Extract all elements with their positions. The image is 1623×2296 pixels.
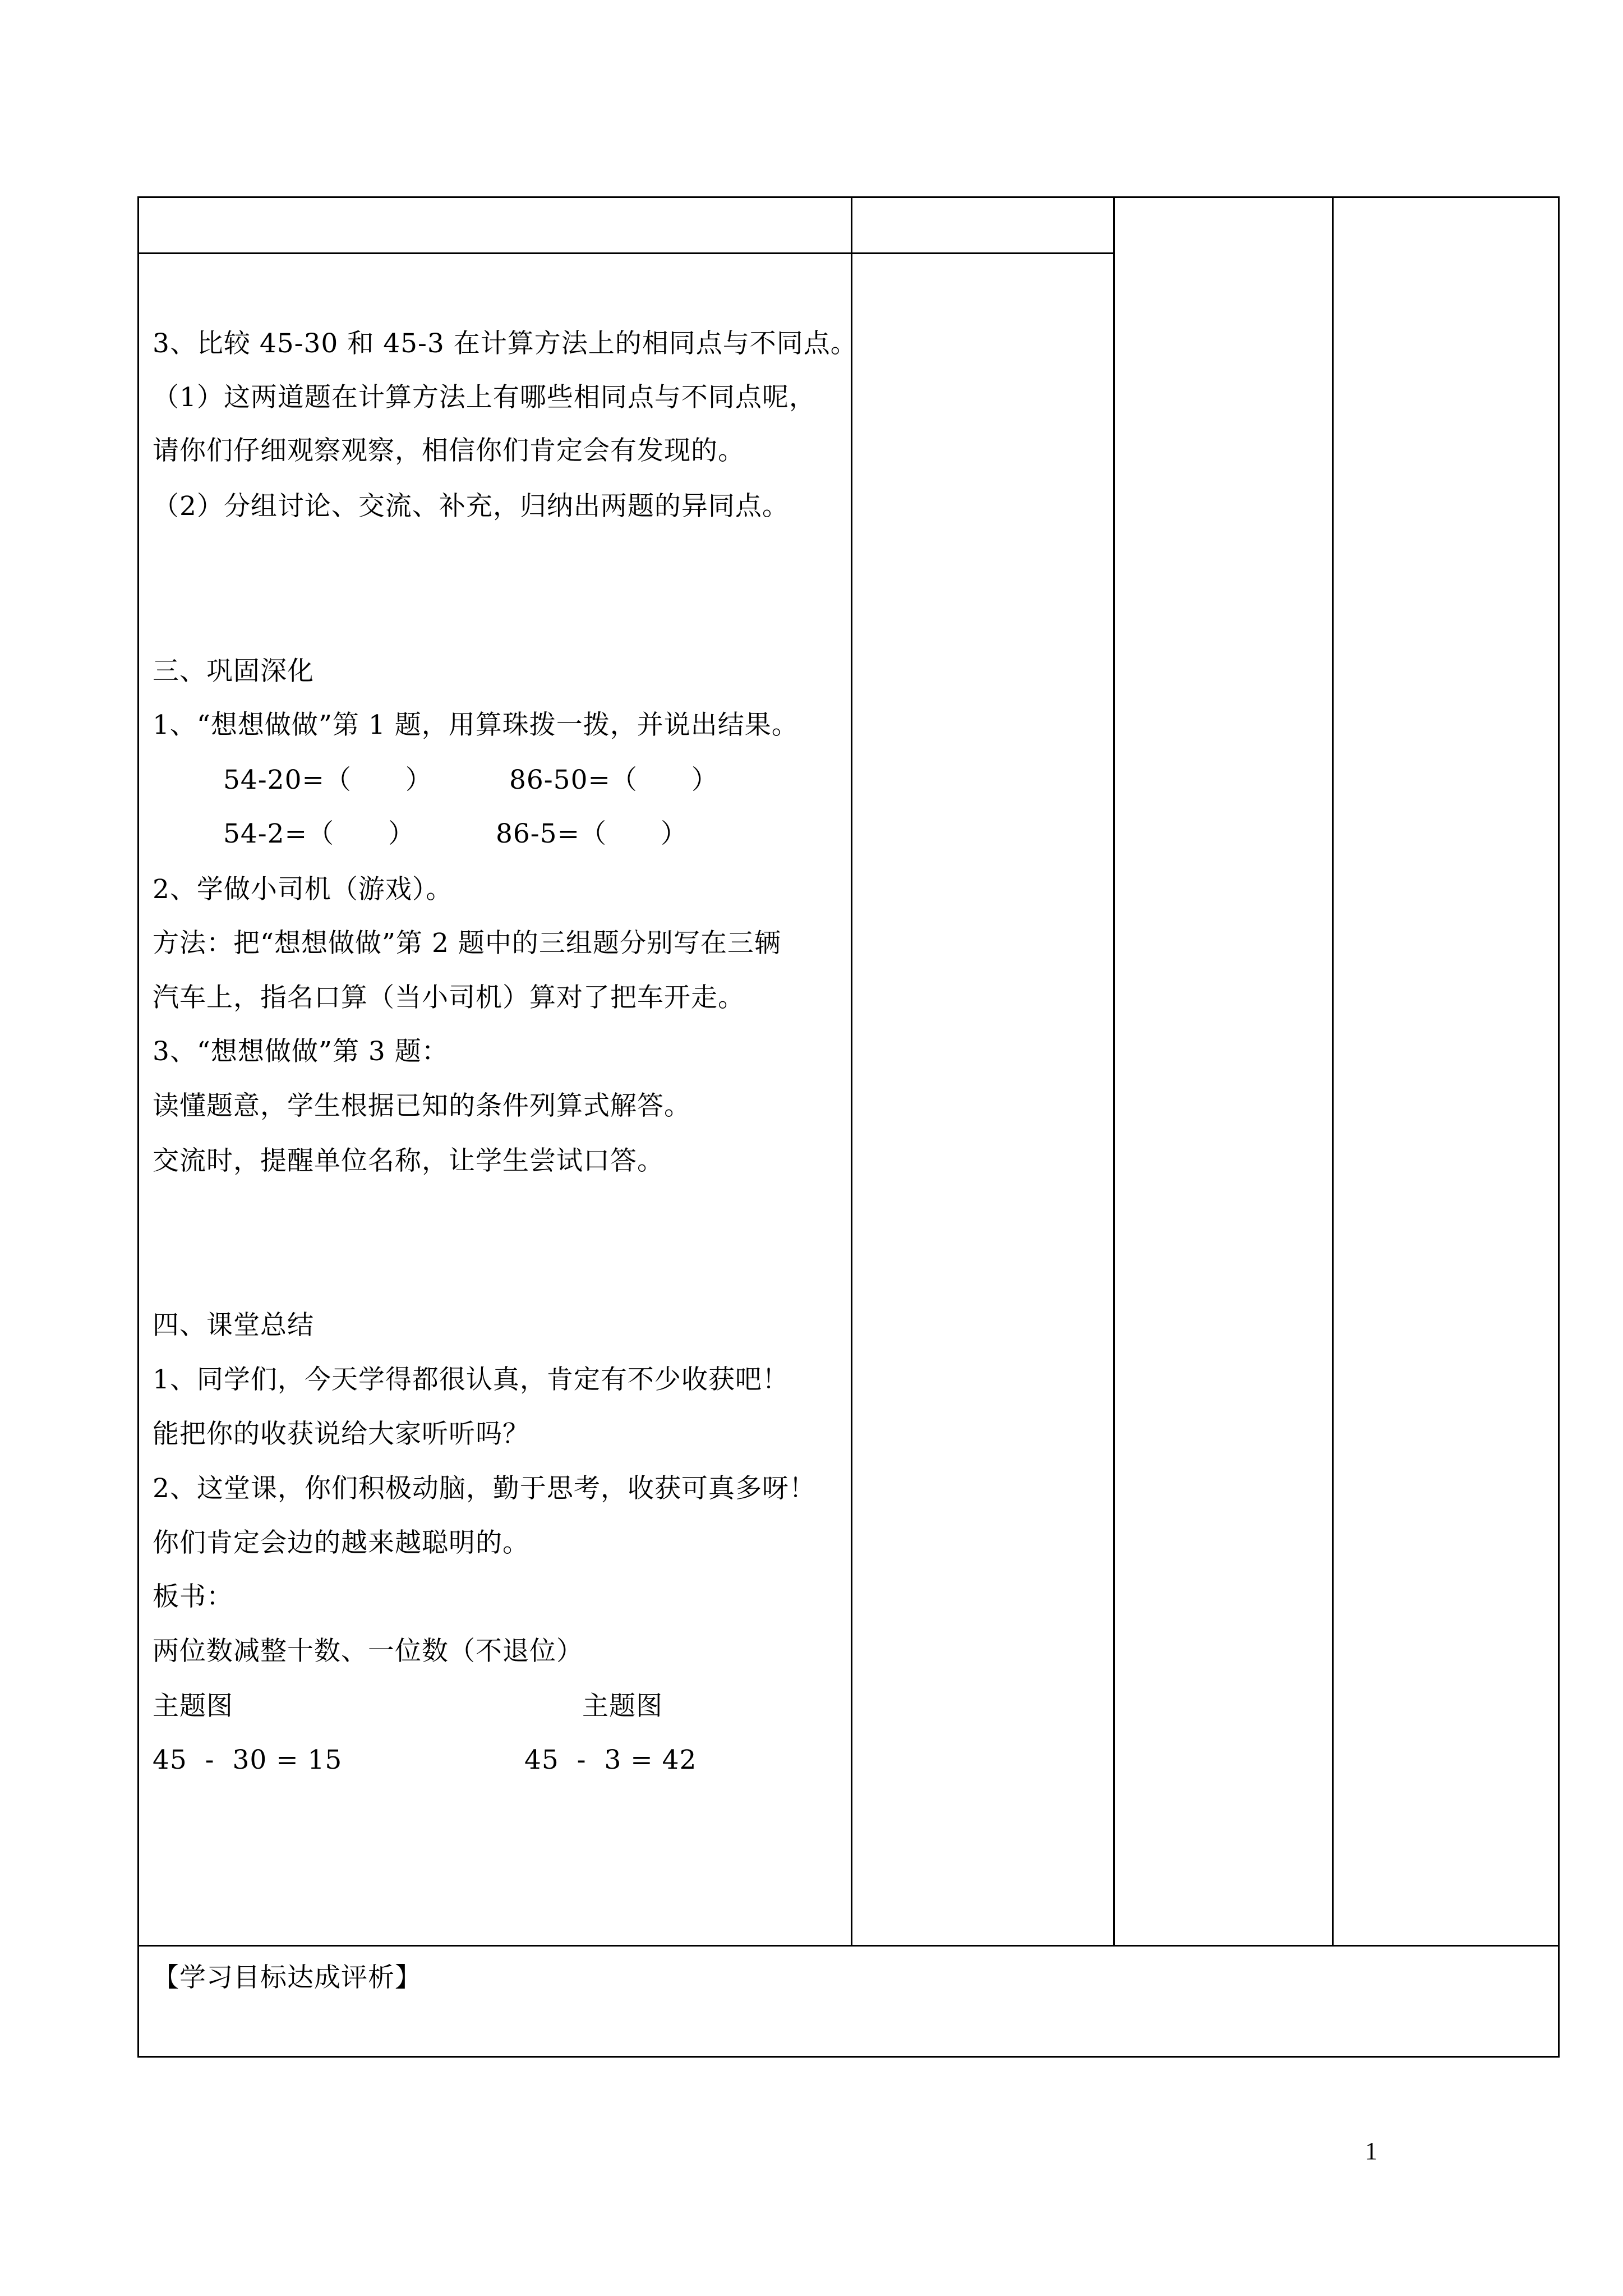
equation-86-5: 86-5=（ ） [496, 818, 688, 849]
table-right-border [1558, 196, 1560, 2058]
compare-question-2: （2）分组讨论、交流、补充，归纳出两题的异同点。 [153, 491, 789, 522]
exchange-line: 交流时，提醒单位名称，让学生尝试口答。 [153, 1145, 664, 1176]
consolidate-item-2: 2、学做小司机（游戏）。 [153, 874, 453, 905]
board-equation-left: 45 - 30 = 15 [153, 1745, 343, 1775]
consolidate-heading: 三、巩固深化 [153, 656, 314, 687]
column-divider-1 [851, 196, 852, 1947]
top-cell-bottom-border [137, 252, 1113, 254]
theme-image-left: 主题图 [153, 1691, 233, 1722]
method-line-2: 汽车上，指名口算（当小司机）算对了把车开走。 [153, 982, 745, 1013]
page-number: 1 [1365, 2137, 1377, 2165]
compare-question-1-line-1: （1）这两道题在计算方法上有哪些相同点与不同点呢， [153, 382, 816, 413]
summary-heading: 四、课堂总结 [153, 1310, 314, 1341]
goal-analysis-heading: 【学习目标达成评析】 [153, 1962, 422, 1993]
board-equation-right: 45 - 3 = 42 [524, 1745, 697, 1775]
read-line: 读懂题意，学生根据已知的条件列算式解答。 [153, 1091, 691, 1121]
equation-86-50: 86-50=（ ） [509, 765, 718, 795]
table-top-border [137, 196, 1560, 198]
main-row-bottom-border [137, 1945, 1560, 1947]
table-left-border [137, 196, 139, 2058]
equation-54-2: 54-2=（ ） [223, 818, 415, 849]
consolidate-item-1: 1、“想想做做”第 1 题，用算珠拨一拨，并说出结果。 [153, 710, 799, 740]
method-line-1: 方法：把“想想做做”第 2 题中的三组题分别写在三辆 [153, 928, 781, 959]
summary-item-2-line-1: 2、这堂课，你们积极动脑，勤于思考，收获可真多呀！ [153, 1473, 816, 1504]
consolidate-item-3: 3、“想想做做”第 3 题： [153, 1036, 449, 1067]
table-bottom-border [137, 2056, 1560, 2058]
board-title: 两位数减整十数、一位数（不退位） [153, 1636, 583, 1667]
compare-item-3: 3、比较 45-30 和 45-3 在计算方法上的相同点与不同点。 [153, 328, 857, 359]
compare-question-1-line-2: 请你们仔细观察观察，相信你们肯定会有发现的。 [153, 435, 745, 466]
board-label: 板书： [153, 1581, 233, 1612]
summary-item-1-line-1: 1、同学们，今天学得都很认真，肯定有不少收获吧！ [153, 1364, 789, 1395]
theme-image-right: 主题图 [582, 1691, 663, 1722]
column-divider-3 [1332, 196, 1334, 1947]
column-divider-2 [1113, 196, 1115, 1947]
summary-item-2-line-2: 你们肯定会边的越来越聪明的。 [153, 1527, 529, 1558]
equation-54-20: 54-20=（ ） [223, 765, 432, 795]
summary-item-1-line-2: 能把你的收获说给大家听听吗？ [153, 1419, 529, 1450]
